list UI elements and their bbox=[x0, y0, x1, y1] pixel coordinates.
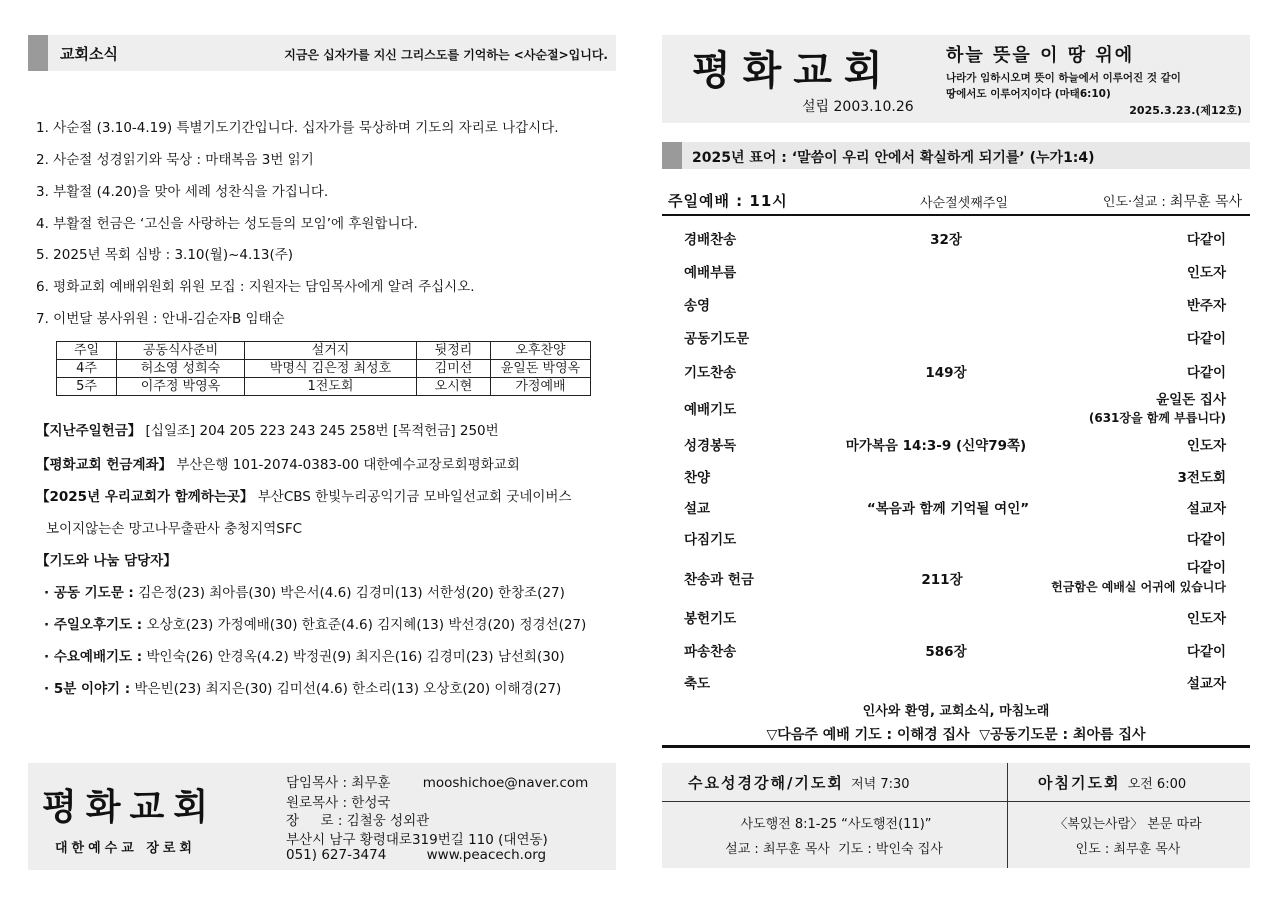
church-name: 평화교회 bbox=[692, 47, 895, 94]
order-item-person: 인도자 bbox=[1186, 265, 1226, 281]
table-cell: 박명식 김은정 최성호 bbox=[245, 360, 417, 378]
notice-item: 5. 2025년 목회 심방 : 3.10(월)~4.13(주) bbox=[36, 247, 294, 263]
bulletin-header bbox=[662, 35, 1250, 123]
church-motto: 하늘 뜻을 이 땅 위에 bbox=[946, 45, 1135, 66]
table-cell: 가정예배 bbox=[491, 378, 591, 396]
table-cell: 오시현 bbox=[417, 378, 491, 396]
order-item-person: 인도자 bbox=[1186, 611, 1226, 627]
morning-heading bbox=[1038, 772, 1186, 793]
wednesday-heading bbox=[688, 772, 910, 793]
table-cell: 허소영 성희숙 bbox=[117, 360, 245, 378]
order-item-name: 찬송과 헌금 bbox=[684, 572, 754, 588]
news-title: 교회소식 bbox=[60, 45, 118, 63]
prayer-row bbox=[44, 581, 565, 601]
order-item-person: 인도자 bbox=[1186, 438, 1226, 454]
emeritus-pastor: 원로목사 : 한성국 bbox=[286, 795, 391, 811]
table-cell: 이주정 박영옥 bbox=[117, 378, 245, 396]
partners-text: 부산CBS 한빛누리공익기금 모바일선교회 굿네이버스 bbox=[257, 489, 572, 505]
prayer-row bbox=[44, 613, 586, 633]
table-cell: 5주 bbox=[57, 378, 117, 396]
service-leader-label: 인도·설교 : bbox=[1102, 195, 1166, 210]
table-header-cell: 설거지 bbox=[245, 342, 417, 360]
divider bbox=[1007, 763, 1008, 868]
order-item-detail: 149장 bbox=[925, 365, 967, 381]
order-item-name: 성경봉독 bbox=[684, 438, 737, 454]
wednesday-time: 저녁 7:30 bbox=[851, 777, 910, 792]
order-item-name: 기도찬송 bbox=[684, 365, 737, 381]
partners-label: 【2025년 우리교회가 함께하는곳】 bbox=[36, 489, 254, 505]
divider bbox=[662, 801, 1250, 802]
order-item-detail: 586장 bbox=[925, 644, 967, 660]
prayer-row-names: 오상호(23) 가정예배(30) 한효준(4.6) 김지혜(13) 박선경(20) 정경선(27) bbox=[146, 617, 587, 633]
order-item-detail: 32장 bbox=[930, 232, 962, 248]
order-item-person: 설교자 bbox=[1186, 501, 1226, 517]
order-item-person: 다같이 bbox=[1186, 232, 1226, 248]
partners-text-2: 보이지않는손 망고나무출판사 충청지역SFC bbox=[46, 521, 303, 537]
order-item-person: 다같이 bbox=[1186, 644, 1226, 660]
morning-text: 〈복있는사람〉 본문 따라 bbox=[1054, 817, 1202, 832]
header-accent-bar bbox=[662, 142, 682, 169]
order-item-name: 찬양 bbox=[684, 470, 711, 486]
pastor-name: 담임목사 : 최무훈 bbox=[286, 775, 391, 791]
pastor-line bbox=[286, 771, 588, 791]
order-item-name: 축도 bbox=[684, 676, 711, 692]
church-name-footer: 평화교회 bbox=[42, 786, 218, 828]
order-item-person: 반주자 bbox=[1186, 298, 1226, 314]
offering-text: [십일조] 204 205 223 243 245 258번 [목적헌금] 250번 bbox=[145, 423, 499, 439]
notice-item: 3. 부활절 (4.20)을 맞아 세례 성찬식을 가집니다. bbox=[36, 184, 329, 200]
order-item-person: 다같이 bbox=[1186, 560, 1226, 576]
prayer-row-label: · 5분 이야기 : bbox=[44, 681, 131, 697]
volunteer-table bbox=[56, 341, 591, 396]
prayer-row-names: 박은빈(23) 최지은(30) 김미선(4.6) 한소리(13) 오상호(20) 이해경(27) bbox=[134, 681, 562, 697]
divider bbox=[662, 745, 1250, 748]
order-item-name: 예배기도 bbox=[684, 402, 737, 418]
denomination: 대한예수교 장로회 bbox=[55, 841, 196, 856]
morning-time: 오전 6:00 bbox=[1127, 777, 1187, 792]
header-accent-bar bbox=[28, 35, 48, 71]
notice-item: 6. 평화교회 예배위원회 위원 모집 : 지원자는 담임목사에게 알려 주십시오. bbox=[36, 279, 475, 295]
table-row bbox=[57, 360, 591, 378]
prayer-row-names: 김은정(23) 최아름(30) 박은서(4.6) 김경미(13) 서한성(20) 한창조(27) bbox=[138, 585, 565, 601]
order-item-name: 설교 bbox=[684, 501, 711, 517]
order-item-person: 다같이 bbox=[1186, 532, 1226, 548]
notice-item: 7. 이번달 봉사위원 : 안내-김순자B 임태순 bbox=[36, 311, 285, 327]
elders: 장 로 : 김철웅 성외관 bbox=[286, 813, 430, 829]
order-item-name: 경배찬송 bbox=[684, 232, 737, 248]
prayer-row bbox=[44, 677, 561, 697]
order-item-name: 파송찬송 bbox=[684, 644, 737, 660]
table-cell: 1전도회 bbox=[245, 378, 417, 396]
sermon-title: “복음과 함께 기억될 여인” bbox=[866, 501, 1030, 517]
offering-label: 【지난주일헌금】 bbox=[36, 423, 142, 439]
service-week: 사순절셋째주일 bbox=[920, 196, 1008, 211]
order-item-note: 헌금함은 예배실 어귀에 있습니다 bbox=[1051, 580, 1226, 594]
prayer-row-label: · 공동 기도문 : bbox=[44, 585, 134, 601]
table-header-cell: 뒷정리 bbox=[417, 342, 491, 360]
pastor-email[interactable]: mooshichoe@naver.com bbox=[422, 775, 589, 791]
order-item-person: 다같이 bbox=[1186, 331, 1226, 347]
wednesday-text: 사도행전 8:1-25 “사도행전(11)” bbox=[740, 817, 932, 832]
service-leader-name: 최무훈 목사 bbox=[1169, 194, 1242, 210]
order-item-person: 설교자 bbox=[1186, 676, 1226, 692]
notice-item: 2. 사순절 성경읽기와 묵상 : 마태복음 3번 읽기 bbox=[36, 152, 314, 168]
next-week-prayer: ▽다음주 예배 기도 : 이해경 집사 ▽공동기도문 : 최아름 집사 bbox=[766, 727, 1146, 743]
order-item-name: 공동기도문 bbox=[684, 331, 750, 347]
order-item-name: 봉헌기도 bbox=[684, 611, 737, 627]
table-row bbox=[57, 378, 591, 396]
order-item-name: 다짐기도 bbox=[684, 532, 737, 548]
notice-item: 1. 사순절 (3.10-4.19) 특별기도기간입니다. 십자가를 묵상하며 기도의 자리로 나갑시다. bbox=[36, 120, 559, 136]
motto-verse-1: 나라가 임하시오며 뜻이 하늘에서 이루어진 것 같이 bbox=[946, 72, 1181, 84]
prayer-row-label: · 수요예배기도 : bbox=[44, 649, 143, 665]
order-item-person: 다같이 bbox=[1186, 365, 1226, 381]
service-title: 주일예배 : 11시 bbox=[668, 192, 788, 210]
prayer-row-names: 박인숙(26) 안경옥(4.2) 박정권(9) 최지은(16) 김경미(23) 남선희(30) bbox=[146, 649, 565, 665]
church-footer bbox=[28, 763, 616, 870]
weekday-meetings bbox=[662, 763, 1250, 868]
issue-number: 2025.3.23.(제12호) bbox=[1129, 104, 1242, 117]
motto-verse-2: 땅에서도 이루어지이다 (마태6:10) bbox=[946, 88, 1111, 100]
wednesday-title: 수요성경강해/기도회 bbox=[688, 774, 844, 792]
church-website[interactable]: www.peacech.org bbox=[426, 847, 547, 863]
table-cell: 김미선 bbox=[417, 360, 491, 378]
partners-line bbox=[36, 485, 572, 505]
year-motto-bar bbox=[662, 142, 1250, 169]
year-motto: 2025년 표어 : ‘말씀이 우리 안에서 확실하게 되기를’ (누가1:4) bbox=[692, 150, 1095, 166]
contact-line bbox=[286, 847, 546, 863]
account-line bbox=[36, 453, 520, 473]
morning-leader: 인도 : 최무훈 목사 bbox=[1075, 842, 1181, 857]
service-leader bbox=[1103, 191, 1242, 211]
prayer-heading: 【기도와 나눔 담당자】 bbox=[36, 553, 177, 569]
table-cell: 윤일돈 박영옥 bbox=[491, 360, 591, 378]
wednesday-people: 설교 : 최무훈 목사 기도 : 박인숙 집사 bbox=[725, 842, 943, 857]
account-text: 부산은행 101-2074-0383-00 대한예수교장로회평화교회 bbox=[176, 457, 520, 473]
order-item-detail: 211장 bbox=[921, 572, 963, 588]
news-subtitle: 지금은 십자가를 지신 그리스도를 기억하는 <사순절>입니다. bbox=[284, 48, 608, 62]
prayer-row bbox=[44, 645, 565, 665]
table-cell: 4주 bbox=[57, 360, 117, 378]
table-header-cell: 공동식사준비 bbox=[117, 342, 245, 360]
news-header bbox=[28, 35, 616, 71]
table-header-cell: 주일 bbox=[57, 342, 117, 360]
notice-item: 4. 부활절 헌금은 ‘고신을 사랑하는 성도들의 모임’에 후원합니다. bbox=[36, 216, 418, 232]
account-label: 【평화교회 헌금계좌】 bbox=[36, 457, 173, 473]
table-header-row bbox=[57, 342, 591, 360]
order-item-person: 윤일돈 집사 bbox=[1156, 392, 1226, 408]
order-item-detail: 마가복음 14:3-9 (신약79쪽) bbox=[845, 438, 1027, 454]
offering-line bbox=[36, 419, 499, 439]
morning-title: 아침기도회 bbox=[1038, 774, 1121, 792]
order-item-name: 송영 bbox=[684, 298, 711, 314]
table-header-cell: 오후찬양 bbox=[491, 342, 591, 360]
established-date: 설립 2003.10.26 bbox=[802, 99, 914, 115]
church-phone: 051) 627-3474 bbox=[286, 847, 387, 863]
order-item-name: 예배부름 bbox=[684, 265, 737, 281]
order-item-person: 3전도회 bbox=[1177, 470, 1226, 486]
order-item-note: (631장을 함께 부릅니다) bbox=[1088, 411, 1226, 425]
prayer-row-label: · 주일오후기도 : bbox=[44, 617, 143, 633]
church-address: 부산시 남구 황령대로319번길 110 (대연동) bbox=[286, 832, 548, 848]
divider bbox=[662, 214, 1250, 216]
closing-text: 인사와 환영, 교회소식, 마침노래 bbox=[862, 704, 1050, 719]
